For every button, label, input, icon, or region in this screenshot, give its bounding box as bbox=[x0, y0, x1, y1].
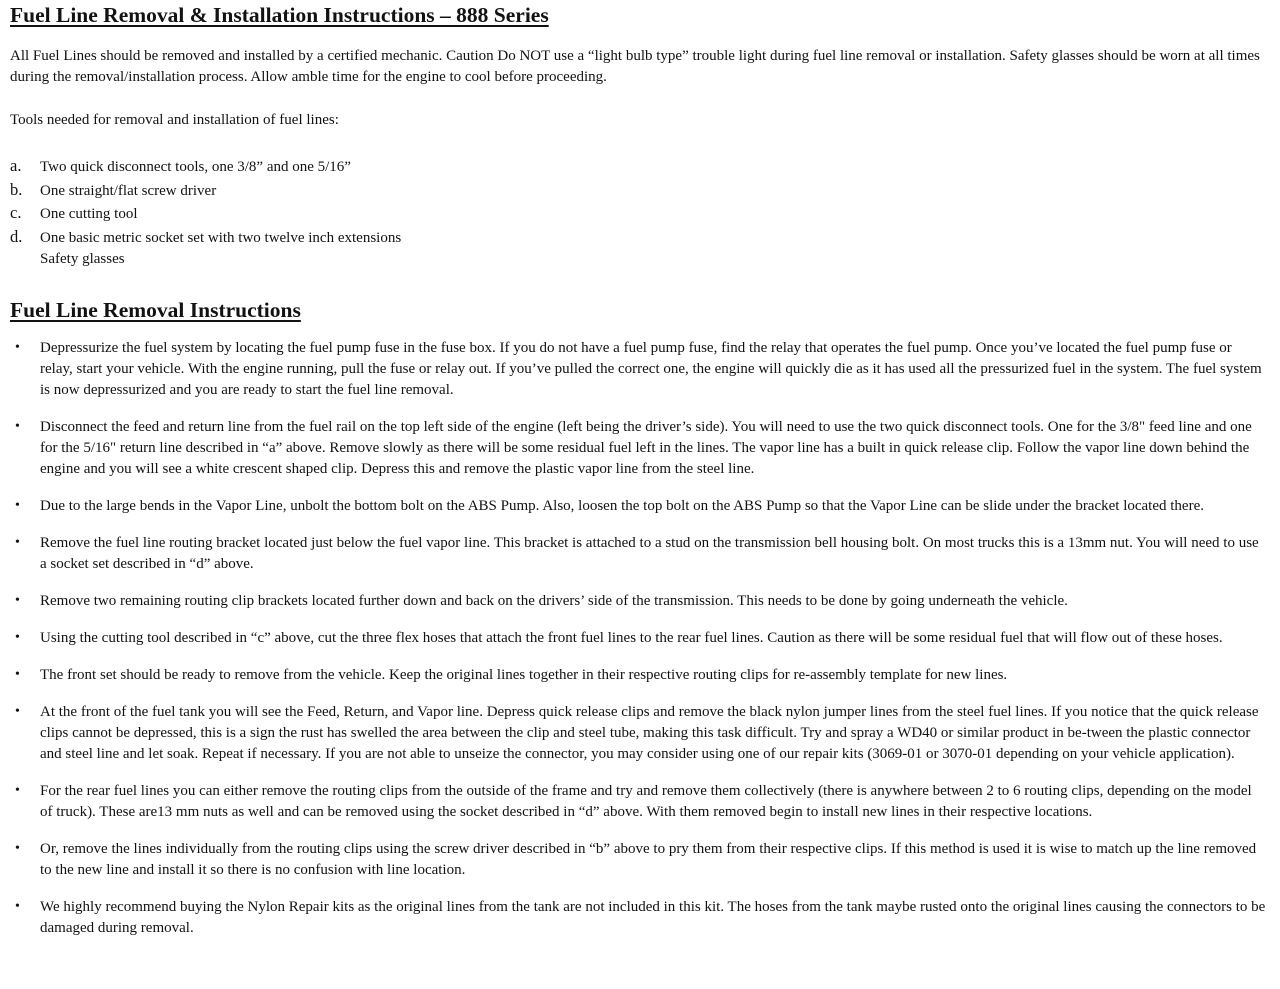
list-marker: c. bbox=[10, 203, 22, 222]
bullet-icon: • bbox=[15, 534, 20, 550]
list-item-text: Two quick disconnect tools, one 3/8” and one 5/16” bbox=[40, 159, 351, 175]
step-text: For the rear fuel lines you can either remove the routing clips from the outside of the frame and try and remove them collectively (there is anywhere between 2 to 6 routing clips, depending on the model of truck). These are13 mm nuts as well and can be removed using the socket described in “d” above. With them removed begin to install new lines in their respective locations. bbox=[40, 782, 1252, 820]
step-text: Or, remove the lines individually from the routing clips using the screw driver described in “b” above to pry them from their respective clips. If this method is used it is wise to match up the line removed to the new line and install it so there is no confusion with line location. bbox=[40, 840, 1257, 878]
list-item bbox=[10, 179, 1266, 203]
list-item bbox=[10, 226, 1266, 250]
bullet-icon: • bbox=[15, 840, 20, 856]
step-text: We highly recommend buying the Nylon Repair kits as the original lines from the tank are not included in this kit. The hoses from the tank maybe rusted onto the original lines causing the connectors to be damaged during removal. bbox=[40, 898, 1266, 936]
bullet-icon: • bbox=[15, 782, 20, 798]
step-text: At the front of the fuel tank you will see the Feed, Return, and Vapor line. Depress quick release clips and remove the black nylon jumper lines from the steel fuel lines. If you notice that the quick release clips cannot be depressed, this is a sign the rust has swelled the area between the clip and steel tube, making this task difficult. Try and spray a WD40 or similar product in be-tween the plastic connector and steel line and let soak. Repeat if necessary. If you are not able to unseize the connector, you may consider using one of our repair kits (3069-01 or 3070-01 depending on your vehicle application). bbox=[40, 703, 1259, 762]
list-item bbox=[10, 628, 1266, 649]
bullet-icon: • bbox=[15, 339, 20, 355]
list-item bbox=[10, 533, 1266, 575]
list-item bbox=[10, 155, 1266, 179]
list-item-text: One straight/flat screw driver bbox=[40, 182, 217, 199]
bullet-icon: • bbox=[15, 629, 20, 645]
list-item bbox=[10, 781, 1266, 823]
list-item-text: One cutting tool bbox=[40, 206, 138, 222]
intro-paragraph: All Fuel Lines should be removed and installed by a certified mechanic. Caution Do NOT use a “light bulb type” trouble light during fuel line removal or installation. Safety glasses should be worn at all times during the removal/installation process. Allow amble time for the engine to cool before proceeding. bbox=[10, 48, 1260, 85]
list-marker: d. bbox=[10, 226, 23, 246]
list-item bbox=[10, 417, 1266, 480]
list-item bbox=[10, 591, 1266, 612]
list-marker: a. bbox=[10, 156, 22, 175]
bullet-icon: • bbox=[15, 703, 20, 719]
step-text: Disconnect the feed and return line from the fuel rail on the top left side of the engine (left being the driver’s side). You will need to use the two quick disconnect tools. One for the 3/8" feed line and one for the 5/16" return line described in “a” above. Remove slowly as there will be some residual fuel left in the lines. The vapor line has a built in quick release clip. Follow the vapor line down behind the engine and you will see a white crescent shaped clip. Depress this and remove the plastic vapor line from the steel line. bbox=[40, 418, 1252, 477]
list-item bbox=[10, 897, 1266, 939]
list-item-text: Safety glasses bbox=[40, 251, 125, 267]
list-item bbox=[10, 839, 1266, 881]
list-item bbox=[10, 665, 1266, 686]
tools-list bbox=[10, 155, 1266, 271]
list-item bbox=[10, 338, 1266, 401]
bullet-icon: • bbox=[15, 898, 20, 914]
list-item bbox=[10, 496, 1266, 517]
step-text: Remove two remaining routing clip brackets located further down and back on the drivers’ side of the transmission. This needs to be done by going underneath the vehicle. bbox=[40, 592, 1068, 609]
step-text: Using the cutting tool described in “c” above, cut the three flex hoses that attach the front fuel lines to the rear fuel lines. Caution as there will be some residual fuel that will flow out of these hoses. bbox=[40, 629, 1223, 646]
list-marker: b. bbox=[10, 179, 23, 199]
step-text: Due to the large bends in the Vapor Line, unbolt the bottom bolt on the ABS Pump. Also, loosen the top bolt on the ABS Pump so that the Vapor Line can be slide under the bracket located there. bbox=[40, 497, 1204, 514]
list-item bbox=[10, 702, 1266, 765]
bullet-icon: • bbox=[15, 418, 20, 434]
list-item-text: One basic metric socket set with two twelve inch extensions bbox=[40, 229, 402, 246]
tools-list-heading: Tools needed for removal and installation of fuel lines: bbox=[10, 112, 339, 128]
section-heading: Fuel Line Removal Instructions bbox=[10, 297, 301, 322]
list-item bbox=[10, 202, 1266, 226]
step-text: Depressurize the fuel system by locating the fuel pump fuse in the fuse box. If you do not have a fuel pump fuse, find the relay that operates the fuel pump. Once you’ve located the fuel pump fuse or relay, start your vehicle. With the engine running, pull the fuse or relay out. If you’ve pulled the correct one, the engine will quickly die as it has used all the pressurized fuel in the system. The fuel system is now depressurized and you are ready to start the fuel line removal. bbox=[40, 339, 1262, 398]
bullet-icon: • bbox=[15, 592, 20, 608]
step-text: Remove the fuel line routing bracket located just below the fuel vapor line. This bracket is attached to a stud on the transmission bell housing bolt. On most trucks this is a 13mm nut. You will need to use a socket set described in “d” above. bbox=[40, 534, 1259, 572]
bullet-icon: • bbox=[15, 666, 20, 682]
list-item bbox=[10, 249, 1266, 271]
bullet-icon: • bbox=[15, 497, 20, 513]
step-text: The front set should be ready to remove from the vehicle. Keep the original lines together in their respective routing clips for re-assembly template for new lines. bbox=[40, 666, 1008, 683]
page-title: Fuel Line Removal & Installation Instructions – 888 Series bbox=[10, 3, 549, 27]
steps-list bbox=[10, 338, 1266, 939]
